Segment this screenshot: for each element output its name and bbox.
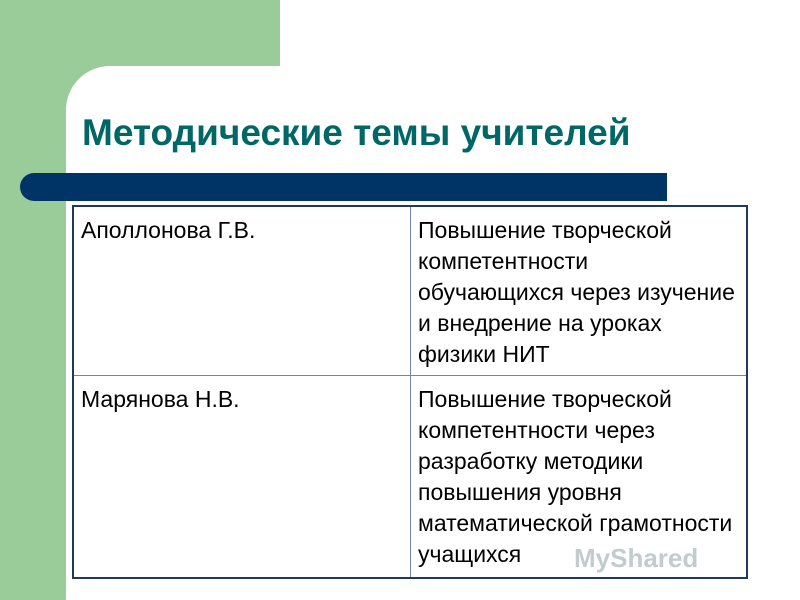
methodical-themes-table (72, 205, 748, 579)
theme-cell: Повышение творческой компетентности обучающихся через изучение и внедрение на уроках физики НИТ (411, 206, 748, 376)
teacher-name-cell: Марянова Н.В. (73, 376, 411, 579)
teacher-name-cell: Аполлонова Г.В. (73, 206, 411, 376)
table-row (73, 206, 747, 376)
theme-cell: Повышение творческой компетентности через разработку методики повышения уровня математической грамотности учащихся (411, 376, 748, 579)
table-row (73, 376, 747, 579)
slide-title: Методические темы учителей (82, 112, 631, 153)
title-underline-bar (20, 173, 667, 201)
watermark-logo: MyShared (574, 543, 699, 573)
